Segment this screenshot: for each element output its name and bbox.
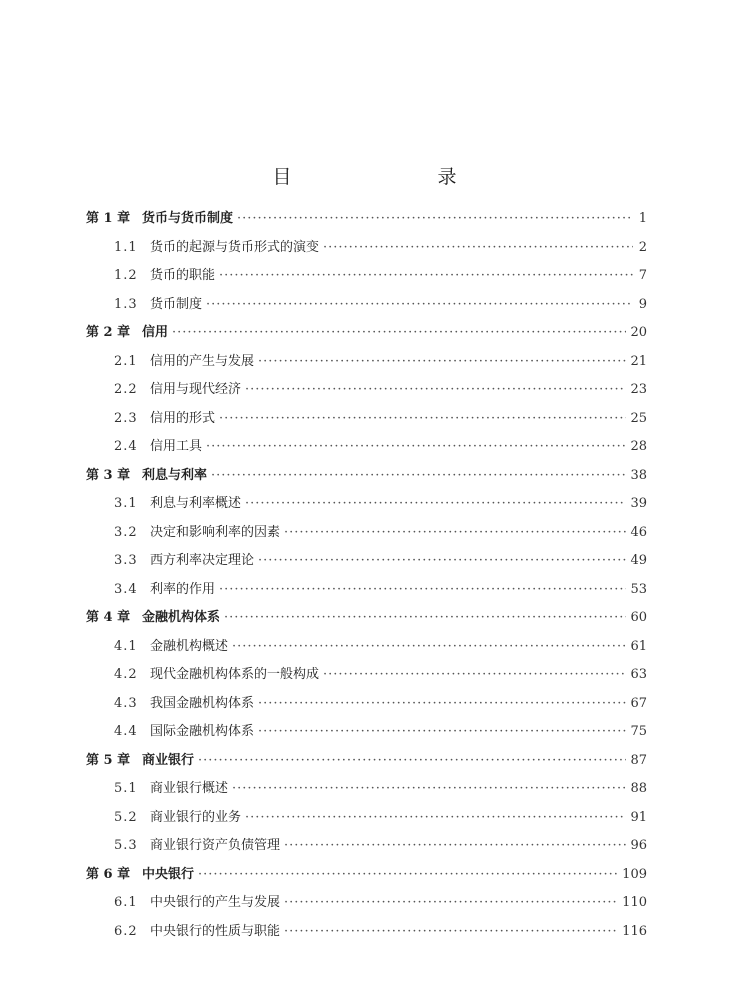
- page-number: 20: [630, 325, 647, 340]
- toc-section-row[interactable]: [86, 262, 647, 291]
- dot-leader: [284, 918, 618, 947]
- dot-leader: [258, 690, 626, 719]
- section-title: 货币的起源与货币形式的演变: [150, 239, 320, 255]
- toc-chapter-row[interactable]: [86, 205, 647, 234]
- page-number: 87: [630, 752, 647, 768]
- dot-leader: [224, 604, 626, 633]
- toc-section-row[interactable]: [86, 889, 647, 918]
- section-title: 货币制度: [150, 296, 203, 312]
- page-number: 96: [630, 838, 647, 853]
- dot-leader: [245, 804, 626, 833]
- section-title: 信用的形式: [150, 410, 216, 426]
- section-number: 2.3: [114, 410, 138, 426]
- section-title: 西方利率决定理论: [150, 553, 255, 568]
- chapter-number: 第 2 章: [86, 325, 131, 340]
- page-number: 61: [630, 638, 647, 654]
- toc-section-row[interactable]: [86, 918, 647, 947]
- section-title: 现代金融机构体系的一般构成: [150, 667, 320, 682]
- toc-chapter-row[interactable]: [86, 747, 647, 776]
- section-title: 商业银行的业务: [150, 809, 242, 825]
- dot-leader: [206, 433, 626, 462]
- section-number: 4.1: [114, 638, 138, 654]
- dot-leader: [323, 661, 626, 690]
- section-number: 3.1: [114, 496, 138, 511]
- page-number: 88: [630, 781, 647, 796]
- chapter-title: 商业银行: [142, 752, 195, 768]
- toc-section-row[interactable]: [86, 775, 647, 804]
- section-number: 1.3: [114, 296, 138, 312]
- dot-leader: [284, 519, 626, 548]
- dot-leader: [258, 348, 626, 377]
- dot-leader: [258, 718, 626, 747]
- section-number: 4.4: [114, 724, 138, 739]
- page-number: 109: [622, 866, 647, 882]
- toc-chapter-row[interactable]: [86, 861, 647, 890]
- toc-section-row[interactable]: [86, 376, 647, 405]
- page-number: 39: [630, 496, 647, 511]
- toc-section-row[interactable]: [86, 718, 647, 747]
- section-title: 信用的产生与发展: [150, 353, 255, 369]
- section-title: 中央银行的产生与发展: [150, 895, 281, 910]
- toc-section-row[interactable]: [86, 633, 647, 662]
- section-number: 2.1: [114, 353, 138, 369]
- section-number: 3.4: [114, 581, 138, 597]
- dot-leader: [284, 832, 626, 861]
- toc-section-row[interactable]: [86, 804, 647, 833]
- section-title: 利息与利率概述: [150, 496, 242, 511]
- section-number: 3.2: [114, 524, 138, 540]
- chapter-title: 金融机构体系: [142, 610, 221, 625]
- page-number: 2: [638, 239, 647, 255]
- page-number: 49: [630, 553, 647, 568]
- dot-leader: [323, 234, 633, 263]
- dot-leader: [211, 462, 626, 491]
- toc-section-row[interactable]: [86, 690, 647, 719]
- page-title: 目 录: [272, 166, 493, 188]
- section-number: 4.3: [114, 695, 138, 711]
- dot-leader: [219, 405, 626, 434]
- toc-section-row[interactable]: [86, 832, 647, 861]
- dot-leader: [245, 490, 626, 519]
- chapter-title: 中央银行: [142, 866, 195, 882]
- section-number: 3.3: [114, 553, 138, 568]
- section-title: 中央银行的性质与职能: [150, 923, 281, 939]
- section-number: 1.2: [114, 268, 138, 283]
- page-number: 25: [630, 410, 647, 426]
- toc-section-row[interactable]: [86, 433, 647, 462]
- section-title: 货币的职能: [150, 268, 216, 283]
- toc-section-row[interactable]: [86, 547, 647, 576]
- toc-chapter-row[interactable]: [86, 319, 647, 348]
- toc-section-row[interactable]: [86, 490, 647, 519]
- toc-section-row[interactable]: [86, 291, 647, 320]
- page-number: 110: [622, 895, 647, 910]
- dot-leader: [258, 547, 626, 576]
- toc-section-row[interactable]: [86, 348, 647, 377]
- section-title: 我国金融机构体系: [150, 695, 255, 711]
- toc-chapter-row[interactable]: [86, 462, 647, 491]
- page-number: 21: [630, 353, 647, 369]
- section-title: 商业银行概述: [150, 781, 229, 796]
- dot-leader: [198, 861, 618, 890]
- section-number: 5.1: [114, 781, 138, 796]
- page-number: 75: [630, 724, 647, 739]
- dot-leader: [219, 576, 626, 605]
- dot-leader: [232, 775, 626, 804]
- toc-section-row[interactable]: [86, 405, 647, 434]
- page-number: 60: [630, 610, 647, 625]
- chapter-number: 第 3 章: [86, 467, 131, 483]
- section-number: 5.2: [114, 809, 138, 825]
- page-number: 23: [630, 382, 647, 397]
- page-number: 38: [630, 467, 647, 483]
- dot-leader: [245, 376, 626, 405]
- toc-section-row[interactable]: [86, 234, 647, 263]
- section-number: 1.1: [114, 239, 138, 255]
- section-title: 金融机构概述: [150, 638, 229, 654]
- toc-chapter-row[interactable]: [86, 604, 647, 633]
- section-number: 6.2: [114, 923, 138, 939]
- page-number: 63: [630, 667, 647, 682]
- section-number: 2.2: [114, 382, 138, 397]
- toc-section-row[interactable]: [86, 519, 647, 548]
- page-number: 7: [638, 268, 647, 283]
- section-title: 国际金融机构体系: [150, 724, 255, 739]
- page-number: 46: [630, 524, 647, 540]
- section-title: 利率的作用: [150, 581, 216, 597]
- chapter-title: 利息与利率: [142, 467, 208, 483]
- page-number: 9: [638, 296, 647, 312]
- page-number: 53: [630, 581, 647, 597]
- chapter-number: 第 5 章: [86, 752, 131, 768]
- section-number: 5.3: [114, 838, 138, 853]
- dot-leader: [206, 291, 633, 320]
- page-number: 67: [630, 695, 647, 711]
- page-number: 1: [638, 211, 647, 226]
- dot-leader: [232, 633, 626, 662]
- chapter-number: 第 4 章: [86, 610, 131, 625]
- section-number: 4.2: [114, 667, 138, 682]
- toc-section-row[interactable]: [86, 576, 647, 605]
- chapter-number: 第 1 章: [86, 211, 131, 226]
- page-number: 28: [630, 439, 647, 454]
- dot-leader: [237, 205, 633, 234]
- section-title: 信用与现代经济: [150, 382, 242, 397]
- dot-leader: [219, 262, 633, 291]
- section-title: 决定和影响利率的因素: [150, 524, 281, 540]
- section-number: 6.1: [114, 895, 138, 910]
- chapter-number: 第 6 章: [86, 866, 131, 882]
- dot-leader: [198, 747, 626, 776]
- section-title: 信用工具: [150, 439, 203, 454]
- chapter-title: 货币与货币制度: [142, 211, 234, 226]
- section-number: 2.4: [114, 439, 138, 454]
- toc-section-row[interactable]: [86, 661, 647, 690]
- dot-leader: [284, 889, 618, 918]
- page-number: 116: [622, 923, 647, 939]
- section-title: 商业银行资产负债管理: [150, 838, 281, 853]
- dot-leader: [172, 319, 626, 348]
- table-of-contents: [86, 205, 647, 946]
- page-number: 91: [630, 809, 647, 825]
- chapter-title: 信用: [142, 325, 169, 340]
